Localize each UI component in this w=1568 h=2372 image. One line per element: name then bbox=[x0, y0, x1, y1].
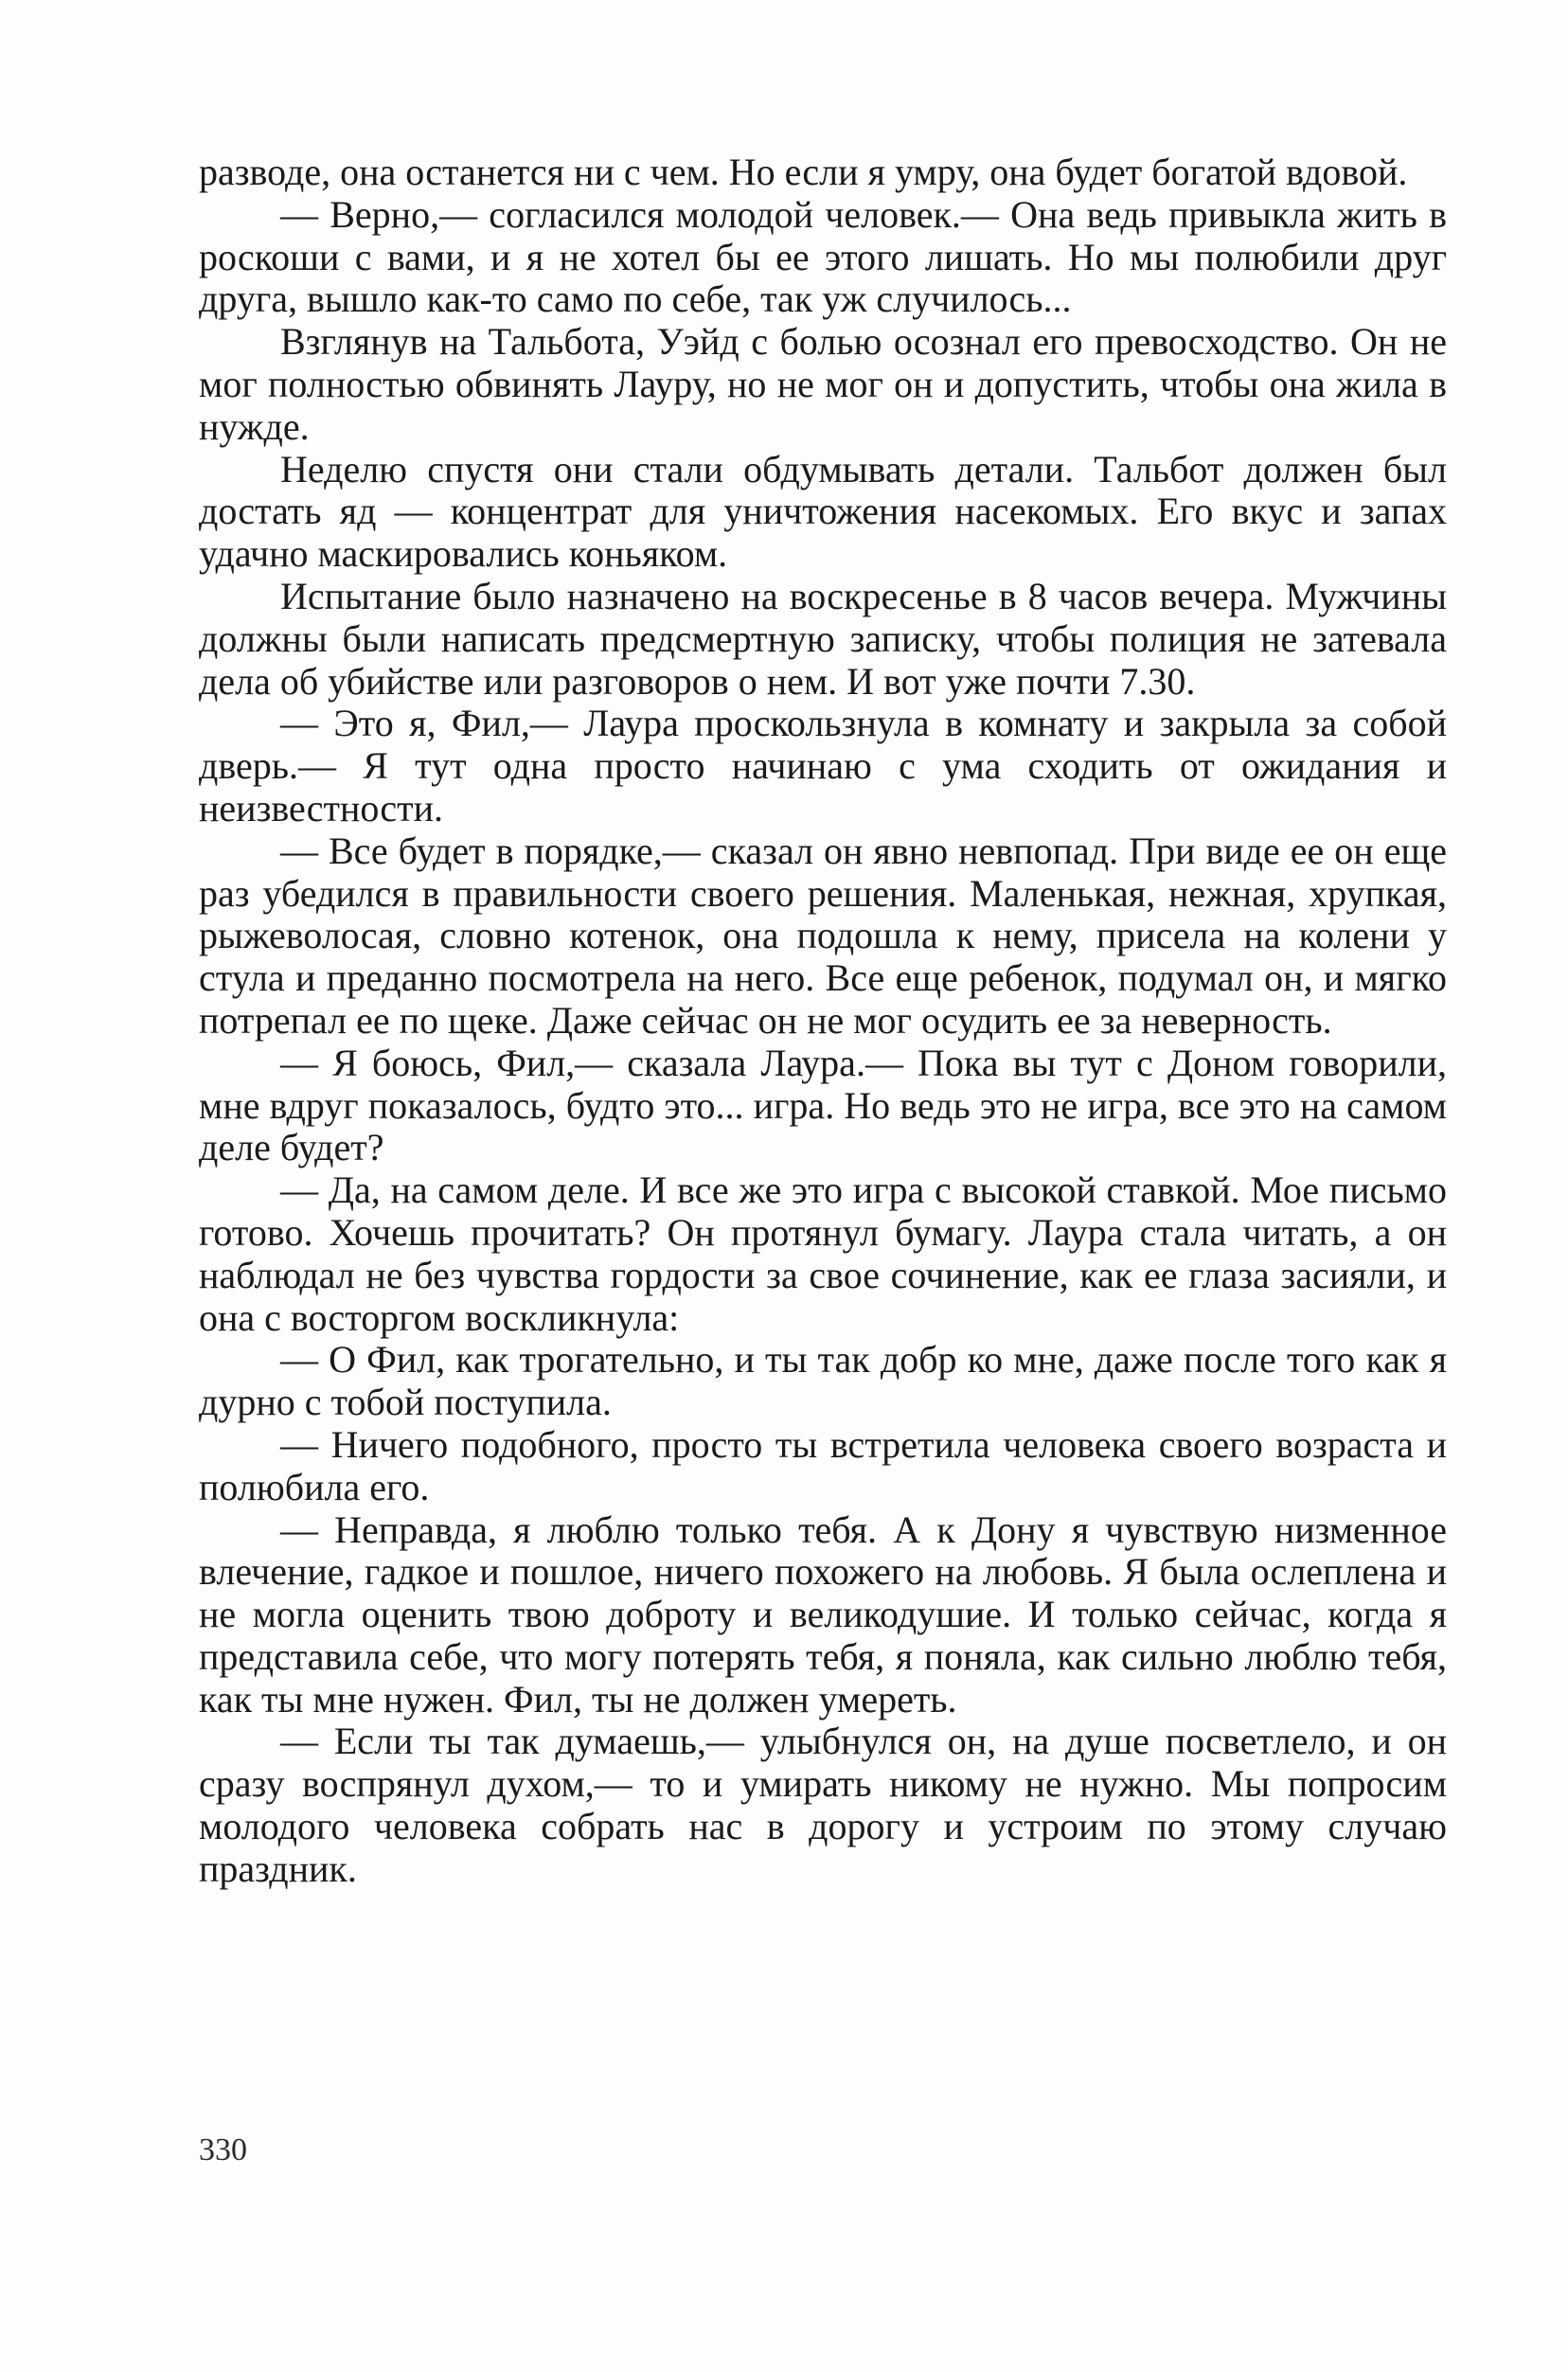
paragraph: — Все будет в порядке,— сказал он явно невпопад. При виде ее он еще раз убедился в правильности своего решения. Маленькая, нежная, хрупкая, рыжеволосая, словно котенок, она подошла к нему, присела на колени у стула и преданно посмотрела на него. Все еще ребенок, подумал он, и мягко потрепал ее по щеке. Даже сейчас он не мог осудить ее за неверность. bbox=[199, 829, 1447, 1042]
body-text bbox=[199, 152, 1447, 1891]
paragraph: — Да, на самом деле. И все же это игра с высокой ставкой. Мое письмо готово. Хочешь прочитать? Он протянул бумагу. Лаура стала читать, а он наблюдал не без чувства гордости за свое сочинение, как ее глаза засияли, и она с восторгом воскликнула: bbox=[199, 1168, 1447, 1339]
paragraph: разводе, она останется ни с чем. Но если я умру, она будет богатой вдовой. bbox=[199, 151, 1408, 193]
paragraph: Испытание было назначено на воскресенье в 8 часов вечера. Мужчины должны были написать предсмертную записку, чтобы полиция не затевала дела об убийстве или разговоров о нем. И вот уже почти 7.30. bbox=[199, 574, 1447, 703]
paragraph: — О Фил, как трогательно, и ты так добр ко мне, даже после того как я дурно с тобой поступила. bbox=[199, 1338, 1447, 1424]
paragraph: Взглянув на Тальбота, Уэйд с болью осознал его превосходство. Он не мог полностью обвинять Лауру, но не мог он и допустить, чтобы она жила в нужде. bbox=[199, 320, 1447, 448]
paragraph: — Если ты так думаешь,— улыбнулся он, на душе посветлело, и он сразу воспрянул духом,— то и умирать никому не нужно. Мы попросим молодого человека собрать нас в дорогу и устроим по этому случаю праздник. bbox=[199, 1720, 1447, 1890]
paragraph: Неделю спустя они стали обдумывать детали. Тальбот должен был достать яд — концентрат для уничтожения насекомых. Его вкус и запах удачно маскировались коньяком. bbox=[199, 447, 1447, 576]
page-number: 330 bbox=[199, 2132, 247, 2167]
paragraph: — Верно,— согласился молодой человек.— Она ведь привыкла жить в роскоши с вами, и я не хотел бы ее этого лишать. Но мы полюбили друг друга, вышло как-то само по себе, так уж случилось... bbox=[199, 192, 1447, 321]
paragraph: — Я боюсь, Фил,— сказала Лаура.— Пока вы тут с Доном говорили, мне вдруг показалось, будто это... игра. Но ведь это не игра, все это на самом деле будет? bbox=[199, 1041, 1447, 1169]
paragraph: — Неправда, я люблю только тебя. А к Дону я чувствую низменное влечение, гадкое и пошлое, ничего похожего на любовь. Я была ослеплена и не могла оценить твою доброту и великодушие. И только сейчас, когда я представила себе, что могу потерять тебя, я поняла, как сильно люблю тебя, как ты мне нужен. Фил, ты не должен умереть. bbox=[199, 1507, 1447, 1721]
paragraph: — Это я, Фил,— Лаура проскользнула в комнату и закрыла за собой дверь.— Я тут одна просто начинаю с ума сходить от ожидания и неизвестности. bbox=[199, 702, 1447, 829]
paragraph: — Ничего подобного, просто ты встретила человека своего возраста и полюбила его. bbox=[199, 1422, 1447, 1508]
